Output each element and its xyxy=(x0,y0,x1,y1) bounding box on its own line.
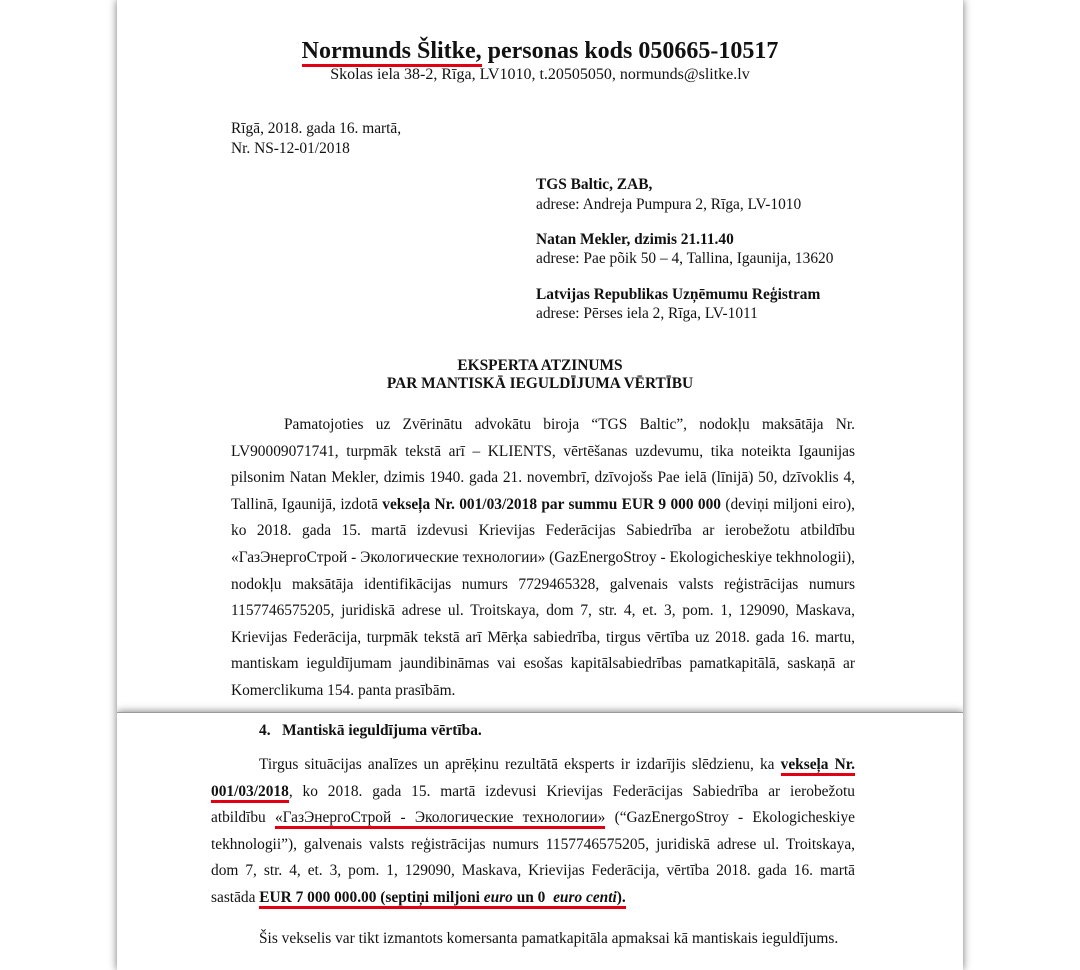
text-line: mantiskam ieguldījumam jaundibināmas vai esošas kapitālsabiedrības pamatkapitālā, saskaņā ar xyxy=(231,655,855,673)
document-subtitle: PAR MANTISKĀ IEGULDĪJUMA VĒRTĪBU xyxy=(386,375,694,392)
document-number: Nr. NS-12-01/2018 xyxy=(231,140,350,157)
text-line: dom 7, str. 4, et. 3, pom. 1, 129090, Maskava, Krievijas Federācija, vērtība 2018. gada 16. martā xyxy=(211,862,855,880)
text-line: LV90009071741, turpmāk tekstā arī – KLIENTS, vērtēšanas uzdevumu, tika noteikta Igaunijas xyxy=(231,442,855,460)
author-name: Normunds Šlitke, xyxy=(301,38,482,64)
recipient-name: Latvijas Republikas Uzņēmumu Reģistram xyxy=(536,286,821,303)
recipient-address: adrese: Pae põik 50 – 4, Tallina, Igaunija, 13620 xyxy=(536,250,834,267)
text-line: Tallinā, Igaunijā, izdotā vekseļa Nr. 001/03/2018 par summu EUR 9 000 000 (deviņi miljoni eiro), xyxy=(231,495,855,513)
excerpt-page xyxy=(117,712,963,970)
text-line: Komerclikuma 154. panta prasībām. xyxy=(231,681,456,699)
issuer-name: «ГазЭнергоСтрой - Экологические технологии» xyxy=(274,809,606,827)
text-line: nodokļu maksātāja identifikācijas numurs 7729465328, galvenais valsts reģistrācijas numurs xyxy=(231,575,855,593)
text-line: sastāda EUR 7 000 000.00 (septiņi miljoni euro un 0 euro centi). xyxy=(211,888,626,906)
letter-header xyxy=(117,38,963,65)
text-line: atbildību «ГазЭнергоСтрой - Экологические технологии» (“GazEnergoStroy - Ekologicheskiye xyxy=(211,809,855,827)
bill-number: vekseļa Nr. xyxy=(780,756,856,773)
recipient-name: TGS Baltic, ZAB, xyxy=(536,176,653,193)
recipient-name: Natan Mekler, dzimis 21.11.40 xyxy=(536,231,734,248)
bill-reference: vekseļa Nr. 001/03/2018 par summu EUR 9 000 000 xyxy=(382,495,721,513)
valuation-amount: EUR 7 000 000.00 (septiņi miljoni euro un 0 euro centi). xyxy=(259,888,626,906)
place-date: Rīgā, 2018. gada 16. martā, xyxy=(231,120,402,137)
text-line: «ГазЭнергоСтрой - Экологические технологии» (GazEnergoStroy - Ekologicheskiye tekhnologii), xyxy=(231,548,855,566)
recipient-address: adrese: Pērses iela 2, Rīga, LV-1011 xyxy=(536,305,758,322)
author-contact: Skolas iela 38-2, Rīga, LV1010, t.20505050, normunds@slitke.lv xyxy=(330,66,750,83)
closing-sentence: Šis vekselis var tikt izmantots komersanta pamatkapitāla apmaksai kā mantiskais ieguldījums. xyxy=(259,930,839,947)
letter-page xyxy=(117,0,963,712)
document-title: EKSPERTA ATZINUMS xyxy=(457,357,623,374)
text-line: 001/03/2018, ko 2018. gada 15. martā izdevusi Krievijas Federācijas Sabiedrība ar ierobežotu xyxy=(211,782,855,800)
section-heading: 4. Mantiskā ieguldījuma vērtība. xyxy=(259,722,482,739)
recipient-address: adrese: Andreja Pumpura 2, Rīga, LV-1010 xyxy=(536,196,802,213)
intro-paragraph xyxy=(231,412,855,705)
author-id: personas kods 050665-10517 xyxy=(481,38,779,64)
text-line: Krievijas Federācija, turpmāk tekstā arī Mērķa sabiedrība, tirgus vērtība uz 2018. gada 16. martu, xyxy=(231,628,855,646)
text-line: Tirgus situācijas analīzes un aprēķinu rezultātā eksperts ir izdarījis slēdzienu, ka vekseļa Nr. xyxy=(259,756,856,773)
conclusion-paragraph xyxy=(211,752,855,912)
text-line: tekhnologii”), galvenais valsts reģistrācijas numurs 1157746575205, juridiskā adrese ul. Troitskaya, xyxy=(211,835,855,853)
text-line: pilsonim Natan Mekler, dzimis 1940. gada 21. novembrī, dzīvojošs Pae ielā (līnijā) 50, dzīvoklis 4, xyxy=(231,469,855,487)
bill-number: 001/03/2018 xyxy=(211,782,289,800)
text-line: ko 2018. gada 15. martā izdevusi Krievijas Federācijas Sabiedrība ar ierobežotu atbildību xyxy=(231,522,855,540)
text-line: Pamatojoties uz Zvērinātu advokātu biroja “TGS Baltic”, nodokļu maksātāja Nr. xyxy=(284,416,855,433)
text-line: 1157746575205, juridiskā adrese ul. Troitskaya, dom 7, str. 4, et. 3, pom. 1, 129090, Maskava, xyxy=(231,602,855,620)
